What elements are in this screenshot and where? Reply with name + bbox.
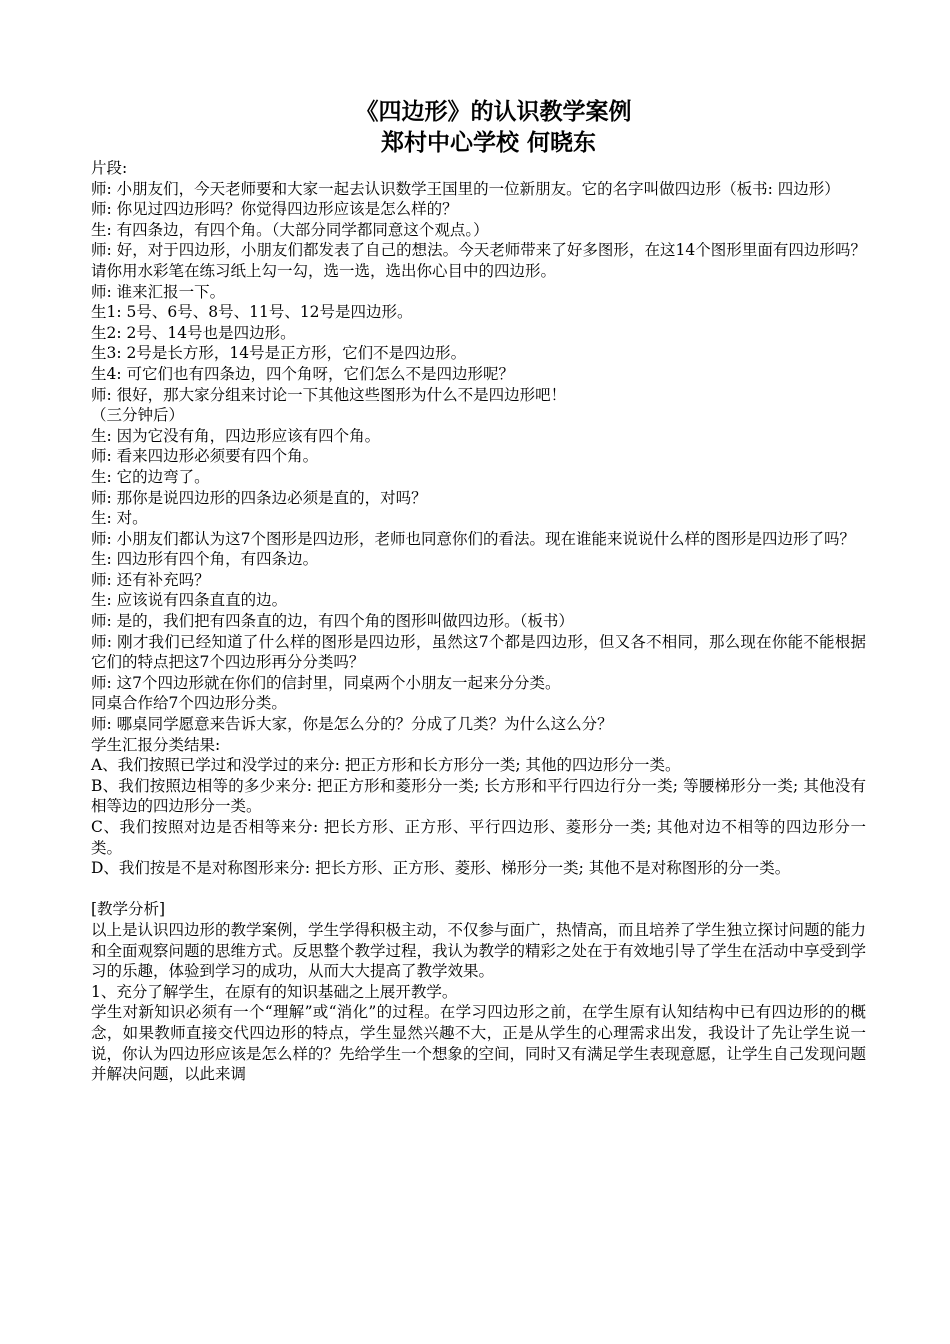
paragraph: 师: 还有补充吗？: [91, 570, 210, 589]
paragraph: 生: 四边形有四个角，有四条边。: [91, 550, 319, 569]
paragraph: 生: 因为它没有角，四边形应该有四个角。: [91, 426, 381, 445]
paragraph: 生: 应该说有四条直直的边。: [91, 591, 288, 610]
paragraph: 师: 刚才我们已经知道了什么样的图形是四边形，虽然这7个都是四边形，但又各不相同，那么现在你能不能根据它们的特点把这7个四边形再分分类吗？: [91, 632, 866, 672]
paragraph: 师: 谁来汇报一下。: [91, 282, 226, 301]
paragraph: 生: 对。: [91, 509, 148, 528]
blank-line: [91, 879, 866, 900]
paragraph: 师: 很好，那大家分组来讨论一下其他这些图形为什么不是四边形吧！: [91, 385, 567, 404]
paragraph: 生1: 5号、6号、8号、11号、12号是四边形。: [91, 303, 413, 322]
paragraph: （三分钟后）: [91, 406, 185, 425]
paragraph: 师: 小朋友们，今天老师要和大家一起去认识数学王国里的一位新朋友。它的名字叫做四边形（板书: 四边形）: [91, 179, 840, 198]
paragraph: 1、充分了解学生，在原有的知识基础之上展开教学。: [91, 982, 458, 1001]
paragraph: 生4: 可它们也有四条边，四个角呀，它们怎么不是四边形呢？: [91, 364, 515, 383]
paragraph: 生: 有四条边，有四个角。（大部分同学都同意这个观点。）: [91, 220, 489, 239]
paragraph: 学生对新知识必须有一个“理解”或“消化”的过程。在学习四边形之前，在学生原有认知结构中已有四边形的的概念，如果教师直接交代四边形的特点，学生显然兴趣不大，正是从学生的心理需求出发，我设计了先让学生说一说，你认为四边形应该是怎么样的？先给学生一个想象的空间，同时又有满足学生表现意愿，让学生自己发现问题并解决问题，以此来调: [91, 1003, 867, 1084]
paragraph: 师: 是的，我们把有四条直的边，有四个角的图形叫做四边形。（板书）: [91, 612, 574, 631]
document-title: 《四边形》的认识教学案例: [355, 98, 632, 125]
paragraph: 师: 你见过四边形吗？你觉得四边形应该是怎么样的？: [91, 200, 458, 219]
paragraph: 学生汇报分类结果:: [91, 735, 221, 754]
paragraph: 生3: 2号是长方形，14号是正方形，它们不是四边形。: [91, 344, 467, 363]
paragraph: 生2: 2号、14号也是四边形。: [91, 323, 296, 342]
paragraph: 师: 好，对于四边形，小朋友们都发表了自己的想法。今天老师带来了好多图形，在这14个图形里面有四边形吗？请你用水彩笔在练习纸上勾一勾，选一选，选出你心目中的四边形。: [91, 241, 866, 280]
paragraph: 师: 看来四边形必须要有四个角。: [91, 447, 319, 466]
paragraph: 片段:: [91, 159, 128, 177]
paragraph: B、我们按照边相等的多少来分: 把正方形和菱形分一类; 长方形和平行四边行分一类; 等腰梯形分一类; 其他没有相等边的四边形分一类。: [91, 776, 866, 816]
document-subtitle: 郑村中心学校 何晓东: [380, 129, 596, 156]
paragraph: 生: 它的边弯了。: [91, 467, 210, 486]
paragraph: [教学分析]: [91, 900, 166, 919]
paragraph: A、我们按照已学过和没学过的来分: 把正方形和长方形分一类; 其他的四边形分一类。: [91, 756, 681, 775]
paragraph: 师: 哪桌同学愿意来告诉大家，你是怎么分的？分成了几类？为什么这么分？: [91, 715, 613, 734]
paragraph: 以上是认识四边形的教学案例，学生学得积极主动，不仅参与面广，热情高，而且培养了学生独立探讨问题的能力和全面观察问题的思维方式。反思整个教学过程，我认为教学的精彩之处在于有效地引导了学生在活动中享受到学习的乐趣，体验到学习的成功，从而大大提高了教学效果。: [91, 920, 867, 981]
paragraph: 师: 小朋友们都认为这7个图形是四边形，老师也同意你们的看法。现在谁能来说说什么样的图形是四边形了吗？: [91, 529, 856, 548]
paragraph: C、我们按照对边是否相等来分: 把长方形、正方形、平行四边形、菱形分一类; 其他对边不相等的四边形分一类。: [91, 818, 866, 857]
document-body: [91, 158, 866, 1085]
paragraph: 同桌合作给7个四边形分类。: [91, 694, 287, 713]
document-page: [91, 96, 866, 1085]
paragraph: 师: 这7个四边形就在你们的信封里，同桌两个小朋友一起来分分类。: [91, 673, 561, 692]
paragraph: 师: 那你是说四边形的四条边必须是直的，对吗？: [91, 488, 427, 507]
paragraph: D、我们按是不是对称图形来分: 把长方形、正方形、菱形、梯形分一类; 其他不是对称图形的分一类。: [91, 859, 791, 878]
